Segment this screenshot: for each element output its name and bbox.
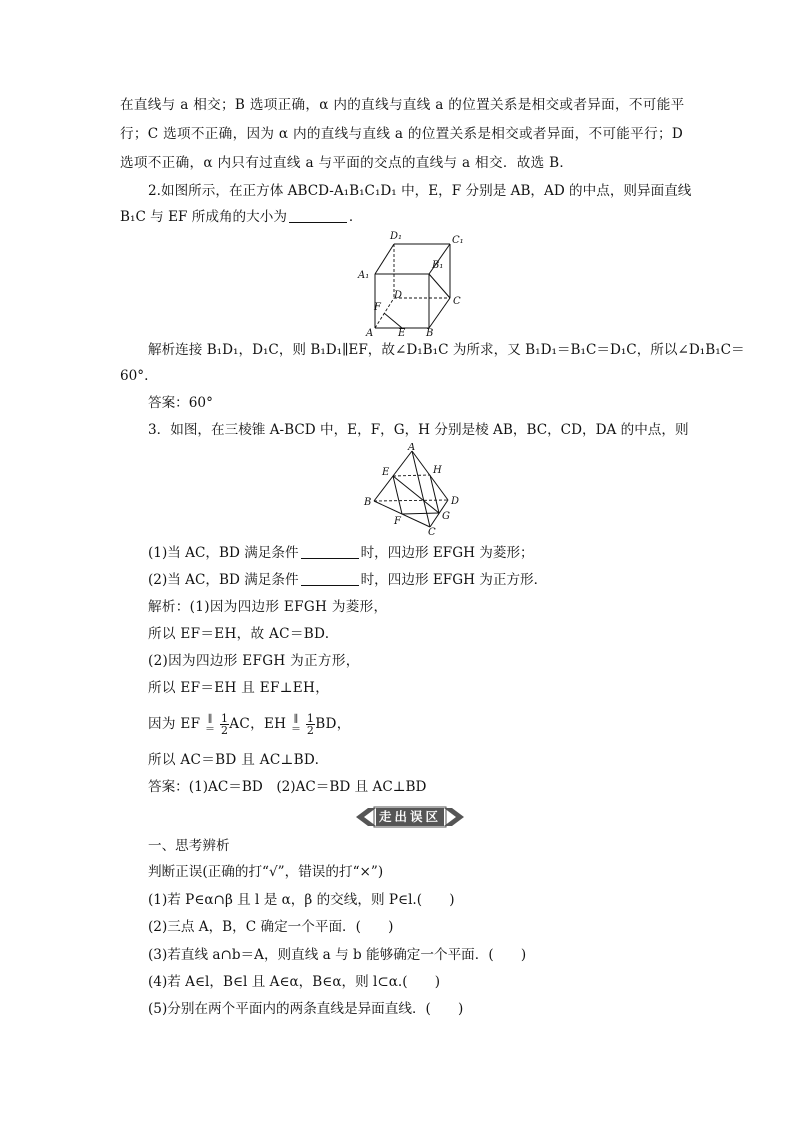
solution-3-line: 解析：(1)因为四边形 EFGH 为菱形，: [148, 599, 388, 615]
cube-label-d1: D₁: [390, 231, 403, 242]
cube-label-b1: B₁: [432, 260, 444, 271]
cube-label-a1: A₁: [358, 270, 370, 281]
tetrahedron-diagram: [360, 443, 470, 535]
cube-label-c1: C₁: [452, 235, 464, 246]
tetra-label-f: F: [394, 516, 401, 527]
solution-3-line: 所以 EF＝EH，故 AC＝BD.: [148, 626, 330, 642]
text-line: 选项不正确，α 内只有过直线 a 与平面的交点的直线与 a 相交．故选 B．: [120, 155, 574, 171]
judge-item-4: (4)若 A∈l，B∈l 且 A∈α，B∈α，则 l⊂α.( ): [148, 974, 441, 990]
cube-label-b: B: [426, 328, 434, 338]
section-heading: 一、思考辨析: [148, 838, 230, 854]
answer-blank[interactable]: [301, 544, 359, 559]
tetra-label-b: B: [364, 497, 372, 508]
cube-label-d: D: [394, 290, 403, 301]
solution-2-line: 解析连接 B₁D₁，D₁C，则 B₁D₁∥EF，故∠D₁B₁C 为所求，又 B₁D₁＝B₁C＝D₁C，所以∠D₁B₁C＝: [148, 342, 745, 358]
answer-blank[interactable]: [301, 571, 359, 586]
solution-3-line: (2)因为四边形 EFGH 为正方形，: [148, 653, 360, 669]
question-2-line: 2.如图所示，在正方体 ABCD-A₁B₁C₁D₁ 中，E，F 分别是 AB，AD 的中点，则异面直线: [148, 183, 692, 199]
judge-item-3: (3)若直线 a∩b＝A，则直线 a 与 b 能够确定一个平面．( ): [148, 947, 527, 963]
cube-label-c: C: [453, 296, 461, 307]
tetra-label-d: D: [451, 496, 460, 507]
question-2-line: B₁C 与 EF 所成角的大小为 ．: [120, 209, 363, 225]
cube-figure: [352, 228, 472, 338]
cube-diagram: [352, 228, 472, 338]
text-line: 行；C 选项不正确，因为 α 内的直线与直线 a 的位置关系是相交或者异面，不可能平行；D: [120, 126, 684, 142]
banner-title: 走出误区: [376, 808, 444, 826]
parallel-equal-symbol: ∥ ＝: [290, 713, 302, 735]
fraction-half: $\frac{1}{2}$: [306, 712, 315, 737]
judge-item-5: (5)分别在两个平面内的两条直线是异面直线．( ): [148, 1001, 464, 1017]
judge-item-2: (2)三点 A，B，C 确定一个平面．( ): [148, 919, 394, 935]
question-3-line: 3．如图，在三棱锥 A-BCD 中，E，F，G，H 分别是棱 AB，BC，CD，DA 的中点，则: [148, 422, 689, 438]
cube-label-e: E: [398, 328, 406, 338]
answer-blank[interactable]: [289, 208, 347, 223]
parallel-equal-symbol: ∥ ＝: [205, 713, 216, 735]
solution-3-line: 所以 EF＝EH 且 EF⊥EH，: [148, 680, 330, 696]
tetra-label-e: E: [382, 467, 390, 478]
question-3-part-1: (1)当 AC，BD 满足条件 时，四边形 EFGH 为菱形；: [148, 545, 534, 561]
tetrahedron-figure: [360, 443, 470, 535]
section-banner: [354, 806, 466, 828]
fraction-half: $\frac{1}{2}$: [220, 712, 229, 737]
judge-item-1: (1)若 P∈α∩β 且 l 是 α，β 的交线，则 P∈l.( ): [148, 892, 455, 908]
instruction-line: 判断正误(正确的打“√”，错误的打“×”): [148, 864, 384, 880]
answer-2: 答案：60°: [148, 395, 213, 411]
tetra-label-c: C: [428, 527, 436, 535]
solution-3-formula: 因为 EF ∥ ＝ $\frac{1}{2}$ AC，EH ∥ ＝ $\frac{1}{2}$ BD，: [148, 712, 351, 737]
tetra-label-g: G: [442, 511, 450, 522]
tetra-label-a: A: [408, 443, 416, 453]
solution-3-line: 所以 AC＝BD 且 AC⊥BD.: [148, 752, 320, 768]
question-3-part-2: (2)当 AC，BD 满足条件 时，四边形 EFGH 为正方形．: [148, 572, 548, 588]
cube-label-a: A: [366, 328, 374, 338]
text-line: 在直线与 a 相交；B 选项正确，α 内的直线与直线 a 的位置关系是相交或者异面，不可能平: [120, 97, 685, 113]
tetra-label-h: H: [433, 465, 442, 476]
solution-2-line: 60°.: [120, 368, 149, 384]
cube-label-f: F: [374, 302, 381, 313]
answer-3: 答案：(1)AC＝BD (2)AC＝BD 且 AC⊥BD: [148, 779, 427, 795]
